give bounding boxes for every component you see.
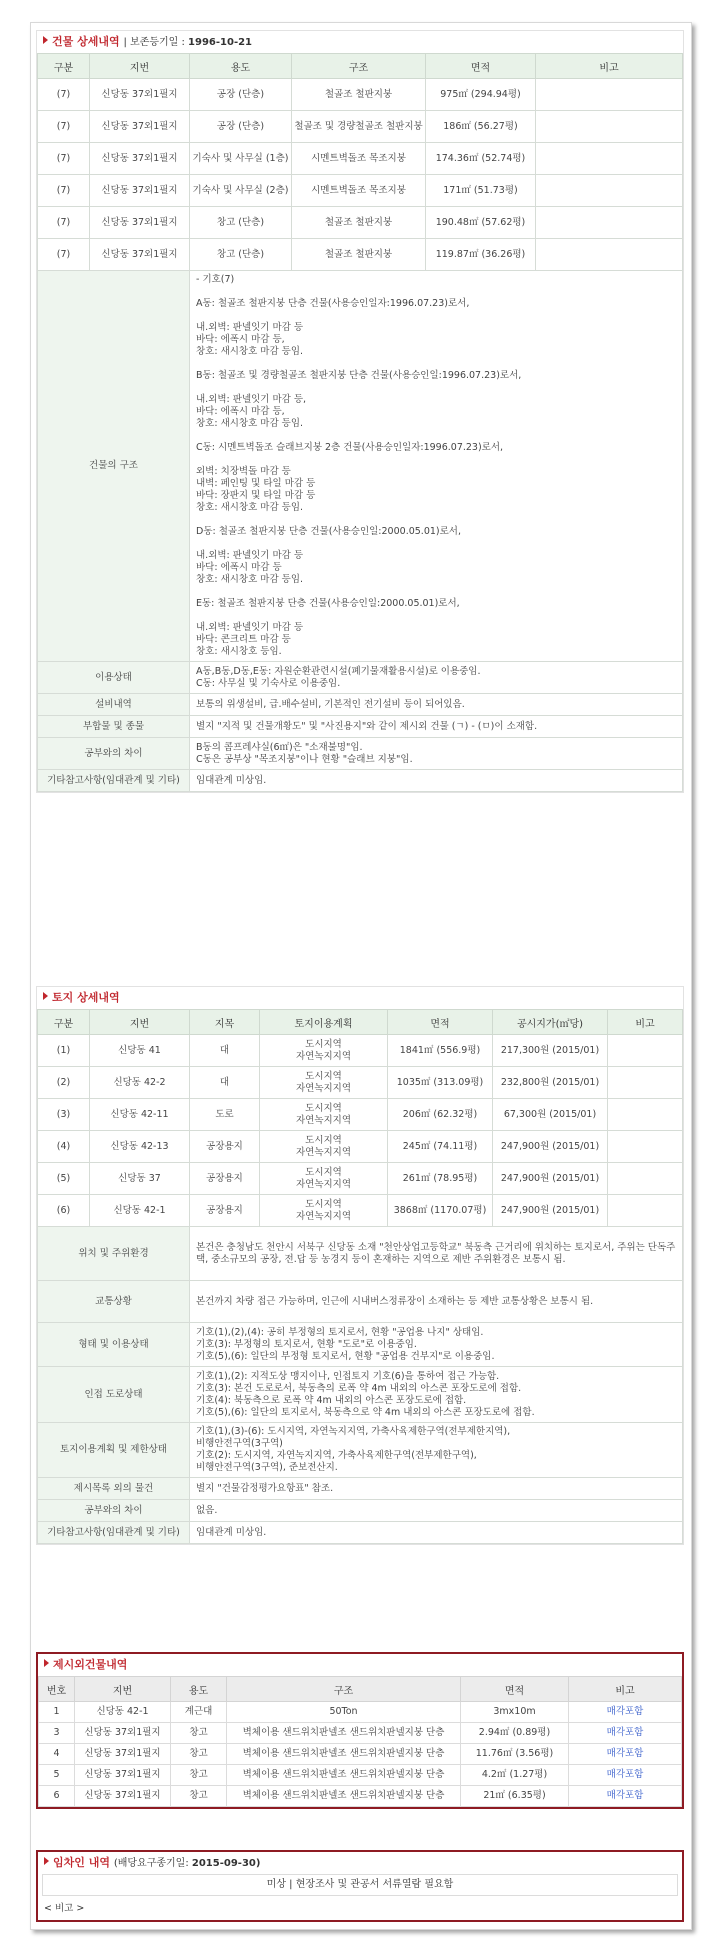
column-header: 면적 <box>461 1677 569 1702</box>
detail-row <box>38 1478 683 1500</box>
detail-text: B동의 콤프레샤실(6㎡)은 "소재불명"임. C동은 공부상 "목조지붕"이나 현황 "슬래브 지붕"임. <box>190 738 683 770</box>
table-cell: 철골조 철판지붕 <box>292 79 426 111</box>
table-row <box>38 1131 683 1163</box>
table-cell: 공장 (단층) <box>190 111 292 143</box>
arrow-right-icon <box>43 36 48 44</box>
table-row <box>38 143 683 175</box>
table-cell: 신당동 37외1필지 <box>90 79 190 111</box>
table-cell: (3) <box>38 1099 90 1131</box>
detail-label: 토지이용계획 및 제한상태 <box>38 1423 190 1478</box>
table-cell: (7) <box>38 175 90 207</box>
land-header <box>37 987 683 1009</box>
detail-label: 설비내역 <box>38 694 190 716</box>
table-cell: 신당동 42-2 <box>90 1067 190 1099</box>
detail-text: - 기호(7) A동: 철골조 철판지붕 단층 건물(사용승인일자:1996.07.23)로서, 내.외벽: 판넬잇기 마감 등 바닥: 에폭시 마감 등, 창호: 새시창호 마감 등임. B동: 철골조 및 경량철골조 철판지붕 단층 건물(사용승인일:1996.07.23)로서, 내.외벽: 판넬잇기 마감 등, 바닥: 에폭시 마감 등, 창호: 새시창호 마감 등임. C동: 시멘트벽돌조 슬래브지붕 2층 건물(사용승인일자:1996.07.23)로서, 외벽: 치장벽돌 마감 등 내벽: 페인팅 및 타일 마감 등 바닥: 장판지 및 타일 마감 등 창호: 새시창호 마감 등임. D동: 철골조 철판지붕 단층 건물(사용승인일:2000.05.01)로서, 내.외벽: 판넬잇기 마감 등 바닥: 에폭시 마감 등 창호: 새시창호 마감 등임. E동: 철골조 철판지붕 단층 건물(사용승인일:2000.05.01)로서, 내.외벽: 판넬잇기 마감 등 바닥: 콘크리트 마감 등 창호: 새시창호 등임. <box>190 271 683 662</box>
detail-label: 건물의 구조 <box>38 271 190 662</box>
table-cell: 67,300원 (2015/01) <box>493 1099 608 1131</box>
detail-row <box>38 1500 683 1522</box>
detail-label: 공부와의 차이 <box>38 738 190 770</box>
table-cell: 6 <box>39 1786 75 1807</box>
extra-table <box>38 1676 682 1807</box>
table-cell: 신당동 37외1필지 <box>90 175 190 207</box>
table-cell: 계근대 <box>171 1702 227 1723</box>
table-cell <box>608 1099 683 1131</box>
table-cell <box>536 239 683 271</box>
column-header: 구조 <box>292 54 426 79</box>
table-cell: 공장용지 <box>190 1131 260 1163</box>
table-cell: 벽체이용 샌드위치판넬조 샌드위치판넬지붕 단층 <box>227 1744 461 1765</box>
detail-text: 본건까지 차량 접근 가능하며, 인근에 시내버스정류장이 소재하는 등 제반 교통상황은 보통시 됨. <box>190 1281 683 1323</box>
table-cell: 철골조 및 경량철골조 철판지붕 <box>292 111 426 143</box>
column-header: 비고 <box>608 1010 683 1035</box>
table-cell <box>608 1067 683 1099</box>
detail-label: 제시목록 외의 물건 <box>38 1478 190 1500</box>
column-header: 비고 <box>569 1677 682 1702</box>
table-cell: 창고 (단층) <box>190 207 292 239</box>
table-cell: 1841㎡ (556.9평) <box>388 1035 493 1067</box>
table-cell: 도시지역 자연녹지지역 <box>260 1163 388 1195</box>
column-header: 구분 <box>38 1010 90 1035</box>
sale-included-link[interactable]: 매각포함 <box>569 1786 682 1807</box>
table-row <box>38 1195 683 1227</box>
table-row <box>38 239 683 271</box>
table-cell: 247,900원 (2015/01) <box>493 1163 608 1195</box>
table-row <box>38 207 683 239</box>
extra-header <box>38 1654 682 1676</box>
table-cell <box>608 1131 683 1163</box>
table-row <box>39 1744 682 1765</box>
detail-text: A동,B동,D동,E동: 자원순환관련시설(폐기물재활용시설)로 이용중임. C동: 사무실 및 기숙사로 이용중임. <box>190 662 683 694</box>
table-cell: 1 <box>39 1702 75 1723</box>
table-cell: 창고 <box>171 1786 227 1807</box>
detail-label: 기타참고사항(임대관계 및 기타) <box>38 770 190 792</box>
table-cell: 공장용지 <box>190 1163 260 1195</box>
column-header: 구조 <box>227 1677 461 1702</box>
column-header: 지번 <box>75 1677 171 1702</box>
table-cell: 신당동 37외1필지 <box>90 111 190 143</box>
detail-row <box>38 271 683 662</box>
detail-text: 없음. <box>190 1500 683 1522</box>
table-cell: 도시지역 자연녹지지역 <box>260 1195 388 1227</box>
table-cell: 대 <box>190 1067 260 1099</box>
table-cell: 5 <box>39 1765 75 1786</box>
table-cell: 190.48㎡ (57.62평) <box>426 207 536 239</box>
detail-text: 기호(1),(3)-(6): 도시지역, 자연녹지지역, 가축사육제한구역(전부제한지역), 비행안전구역(3구역) 기호(2): 도시지역, 자연녹지지역, 가축사육제한구역(전부제한구역), 비행안전구역(3구역), 준보전산지. <box>190 1423 683 1478</box>
table-cell: 119.87㎡ (36.26평) <box>426 239 536 271</box>
table-cell <box>608 1035 683 1067</box>
extra-title: 제시외건물내역 <box>53 1658 128 1671</box>
table-cell: (6) <box>38 1195 90 1227</box>
column-header: 용도 <box>190 54 292 79</box>
table-cell: 3 <box>39 1723 75 1744</box>
building-title: 건물 상세내역 <box>52 35 120 48</box>
detail-label: 기타참고사항(임대관계 및 기타) <box>38 1522 190 1544</box>
detail-text: 보통의 위생설비, 급.배수설비, 기본적인 전기설비 등이 되어있음. <box>190 694 683 716</box>
detail-text: 임대관계 미상임. <box>190 1522 683 1544</box>
table-cell: 신당동 42-1 <box>75 1702 171 1723</box>
deadline-label: (배당요구종기일: <box>113 1858 189 1869</box>
table-cell: (7) <box>38 239 90 271</box>
column-header: 지번 <box>90 54 190 79</box>
table-cell: 벽체이용 샌드위치판넬조 샌드위치판넬지붕 단층 <box>227 1786 461 1807</box>
detail-row <box>38 1423 683 1478</box>
table-cell <box>608 1195 683 1227</box>
table-cell: 4 <box>39 1744 75 1765</box>
detail-row <box>38 1227 683 1281</box>
table-cell: 벽체이용 샌드위치판넬조 샌드위치판넬지붕 단층 <box>227 1765 461 1786</box>
detail-row <box>38 770 683 792</box>
table-cell: 245㎡ (74.11평) <box>388 1131 493 1163</box>
table-cell: 철골조 철판지붕 <box>292 207 426 239</box>
column-header: 용도 <box>171 1677 227 1702</box>
sale-included-link[interactable]: 매각포함 <box>569 1723 682 1744</box>
detail-label: 공부와의 차이 <box>38 1500 190 1522</box>
table-cell: 247,900원 (2015/01) <box>493 1131 608 1163</box>
table-cell: 창고 <box>171 1765 227 1786</box>
column-header: 번호 <box>39 1677 75 1702</box>
land-section <box>36 986 684 1545</box>
table-row <box>38 1099 683 1131</box>
table-cell: 186㎡ (56.27평) <box>426 111 536 143</box>
column-header: 토지이용계획 <box>260 1010 388 1035</box>
sale-included-link[interactable]: 매각포함 <box>569 1765 682 1786</box>
column-header: 지목 <box>190 1010 260 1035</box>
table-cell: 신당동 42-1 <box>90 1195 190 1227</box>
building-section <box>36 30 684 793</box>
arrow-right-icon <box>44 1857 49 1865</box>
table-cell: 창고 (단층) <box>190 239 292 271</box>
table-cell: 174.36㎡ (52.74평) <box>426 143 536 175</box>
table-cell: 신당동 41 <box>90 1035 190 1067</box>
table-cell: 4.2㎡ (1.27평) <box>461 1765 569 1786</box>
table-cell: 도시지역 자연녹지지역 <box>260 1099 388 1131</box>
detail-label: 부합물 및 종물 <box>38 716 190 738</box>
arrow-right-icon <box>44 1659 49 1667</box>
detail-row <box>38 716 683 738</box>
table-cell: 171㎡ (51.73평) <box>426 175 536 207</box>
table-cell: 신당동 37외1필지 <box>75 1723 171 1744</box>
table-cell: 대 <box>190 1035 260 1067</box>
detail-label: 형태 및 이용상태 <box>38 1323 190 1367</box>
table-cell: (5) <box>38 1163 90 1195</box>
tenant-message: 미상 | 현장조사 및 관공서 서류열람 필요함 <box>42 1874 678 1896</box>
table-row <box>39 1786 682 1807</box>
table-row <box>38 1067 683 1099</box>
table-cell: (2) <box>38 1067 90 1099</box>
table-cell: 시멘트벽돌조 목조지붕 <box>292 143 426 175</box>
table-cell: 도로 <box>190 1099 260 1131</box>
table-cell: 신당동 37외1필지 <box>90 143 190 175</box>
table-row <box>38 79 683 111</box>
detail-row <box>38 1281 683 1323</box>
table-cell: 206㎡ (62.32평) <box>388 1099 493 1131</box>
table-cell: 공장 (단층) <box>190 79 292 111</box>
table-row <box>39 1765 682 1786</box>
table-cell: 신당동 37외1필지 <box>90 207 190 239</box>
table-cell <box>536 207 683 239</box>
table-cell: 신당동 37 <box>90 1163 190 1195</box>
table-row <box>38 175 683 207</box>
table-row <box>38 1163 683 1195</box>
table-cell: 1035㎡ (313.09평) <box>388 1067 493 1099</box>
detail-text: 본건은 충청남도 천안시 서북구 신당동 소재 "천안상업고등학교" 북동측 근거리에 위치하는 토지로서, 주위는 단독주택, 중소규모의 공장, 전.답 등 농경지 등이 혼재하는 지역으로 제반 주위환경은 보통시 됨. <box>190 1227 683 1281</box>
building-header: 건물 상세내역 | 보존등기일 : 1996-10-21 <box>37 31 683 53</box>
table-cell: 창고 <box>171 1744 227 1765</box>
table-cell: (7) <box>38 79 90 111</box>
table-cell: 벽체이용 샌드위치판넬조 샌드위치판넬지붕 단층 <box>227 1723 461 1744</box>
table-row <box>38 1035 683 1067</box>
detail-row <box>38 1323 683 1367</box>
table-cell: 도시지역 자연녹지지역 <box>260 1067 388 1099</box>
table-cell: 신당동 42-11 <box>90 1099 190 1131</box>
tenant-header <box>38 1852 682 1874</box>
extra-section <box>36 1652 684 1809</box>
table-row <box>39 1723 682 1744</box>
detail-label: 이용상태 <box>38 662 190 694</box>
table-cell: 3mx10m <box>461 1702 569 1723</box>
deadline-date: 2015-09-30) <box>191 1858 261 1869</box>
detail-label: 교통상황 <box>38 1281 190 1323</box>
table-cell <box>608 1163 683 1195</box>
column-header: 비고 <box>536 54 683 79</box>
detail-row <box>38 1522 683 1544</box>
detail-text: 임대관계 미상임. <box>190 770 683 792</box>
column-header: 면적 <box>426 54 536 79</box>
table-cell: 창고 <box>171 1723 227 1744</box>
table-cell: 21㎡ (6.35평) <box>461 1786 569 1807</box>
table-cell: 철골조 철판지붕 <box>292 239 426 271</box>
table-cell <box>536 79 683 111</box>
table-cell <box>536 175 683 207</box>
detail-row <box>38 694 683 716</box>
table-cell: 시멘트벽돌조 목조지붕 <box>292 175 426 207</box>
table-cell: 247,900원 (2015/01) <box>493 1195 608 1227</box>
land-table <box>37 1009 683 1544</box>
table-cell: 3868㎡ (1170.07평) <box>388 1195 493 1227</box>
table-row <box>39 1702 682 1723</box>
table-cell <box>536 111 683 143</box>
table-cell: 2.94㎡ (0.89평) <box>461 1723 569 1744</box>
tenant-title: 임차인 내역 <box>53 1856 110 1869</box>
table-cell: 기숙사 및 사무실 (2층) <box>190 175 292 207</box>
arrow-right-icon <box>43 992 48 1000</box>
detail-text: 별지 "건물감정평가요항표" 참조. <box>190 1478 683 1500</box>
detail-text: 별지 "지적 및 건물개황도" 및 "사진용지"와 같이 제시외 건물 (ㄱ) - (ㅁ)이 소재함. <box>190 716 683 738</box>
registration-label: 보존등기일 : <box>130 37 185 48</box>
table-cell: 217,300원 (2015/01) <box>493 1035 608 1067</box>
table-cell: 261㎡ (78.95평) <box>388 1163 493 1195</box>
table-cell: 도시지역 자연녹지지역 <box>260 1035 388 1067</box>
detail-text: 기호(1),(2): 지적도상 맹지이나, 인접토지 기호(6)을 통하여 접근 가능함. 기호(3): 본건 도로로서, 북동측의 로폭 약 4m 내외의 아스콘 포장도로에 접함. 기호(4): 북동측으로 로폭 약 4m 내외의 아스콘 포장도로에 접함. 기호(5),(6): 일단의 토지로서, 북동측으로 약 4m 내외의 아스콘 포장도로에 접함. <box>190 1367 683 1423</box>
table-cell: 기숙사 및 사무실 (1층) <box>190 143 292 175</box>
table-cell: 신당동 37외1필지 <box>75 1744 171 1765</box>
registration-date: 1996-10-21 <box>188 37 253 48</box>
table-cell: 공장용지 <box>190 1195 260 1227</box>
table-cell: (7) <box>38 111 90 143</box>
table-cell: 신당동 37외1필지 <box>75 1765 171 1786</box>
table-cell: 신당동 37외1필지 <box>90 239 190 271</box>
detail-label: 위치 및 주위환경 <box>38 1227 190 1281</box>
table-cell: (7) <box>38 143 90 175</box>
detail-row <box>38 738 683 770</box>
land-title: 토지 상세내역 <box>52 991 120 1004</box>
table-row <box>38 111 683 143</box>
column-header: 면적 <box>388 1010 493 1035</box>
table-cell <box>536 143 683 175</box>
table-cell: (7) <box>38 207 90 239</box>
column-header: 지번 <box>90 1010 190 1035</box>
table-cell: 도시지역 자연녹지지역 <box>260 1131 388 1163</box>
sale-included-link[interactable]: 매각포함 <box>569 1744 682 1765</box>
column-header: 구분 <box>38 54 90 79</box>
detail-text: 기호(1),(2),(4): 공히 부정형의 토지로서, 현황 "공업용 나지" 상태임. 기호(3): 부정형의 토지로서, 현황 "도로"로 이용중임. 기호(5),(6): 일단의 부정형 토지로서, 현황 "공업용 건부지"로 이용중임. <box>190 1323 683 1367</box>
detail-row <box>38 662 683 694</box>
table-cell: 11.76㎡ (3.56평) <box>461 1744 569 1765</box>
detail-row <box>38 1367 683 1423</box>
column-header: 공시지가(㎡당) <box>493 1010 608 1035</box>
table-cell: (4) <box>38 1131 90 1163</box>
table-cell: 232,800원 (2015/01) <box>493 1067 608 1099</box>
table-cell: (1) <box>38 1035 90 1067</box>
tenant-section <box>36 1850 684 1922</box>
building-table <box>37 53 683 792</box>
table-cell: 975㎡ (294.94평) <box>426 79 536 111</box>
tenant-note: < 비고 > <box>44 1903 85 1914</box>
table-cell: 신당동 37외1필지 <box>75 1786 171 1807</box>
table-cell: 50Ton <box>227 1702 461 1723</box>
detail-label: 인접 도로상태 <box>38 1367 190 1423</box>
table-cell: 신당동 42-13 <box>90 1131 190 1163</box>
sale-included-link[interactable]: 매각포함 <box>569 1702 682 1723</box>
